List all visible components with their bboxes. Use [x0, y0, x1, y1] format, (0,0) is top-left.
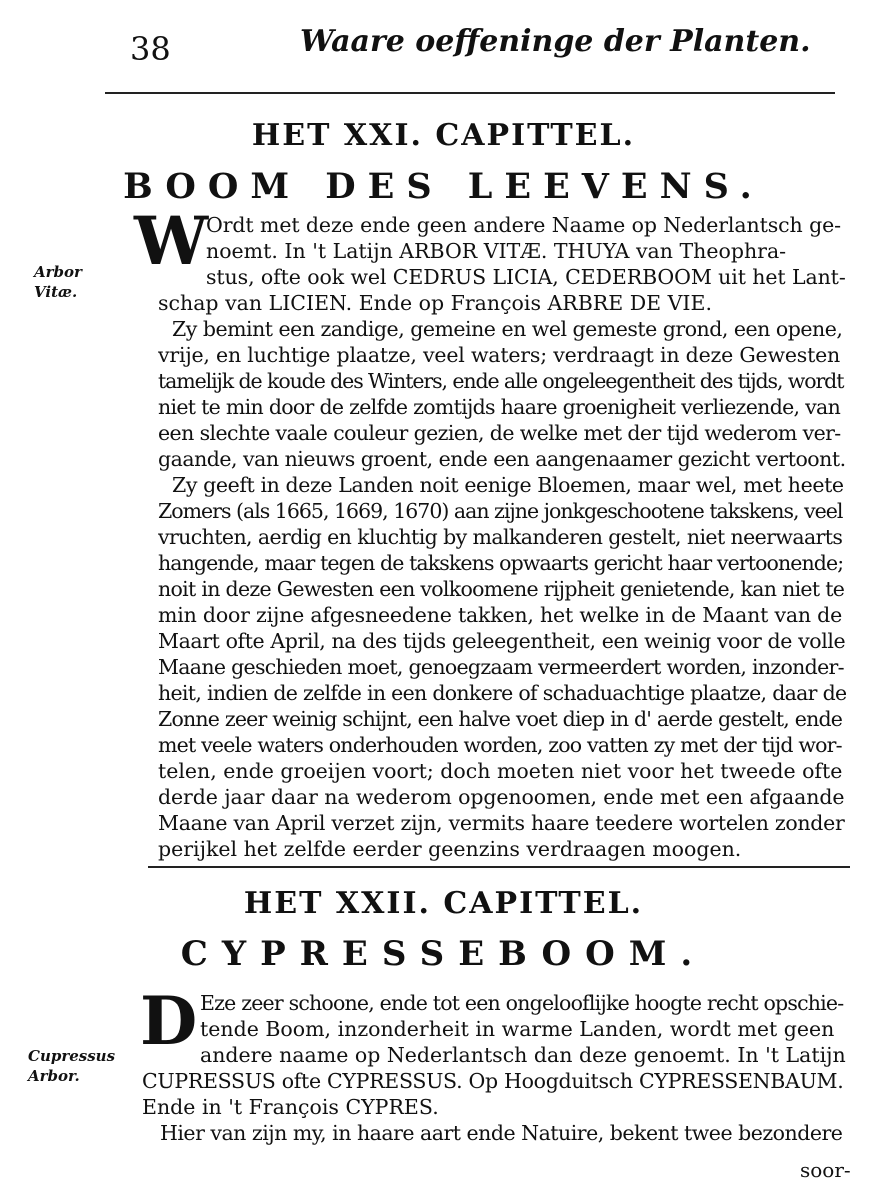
body-line: vrije, en luchtige plaatze, veel waters; verdraagt in deze Gewesten	[158, 343, 841, 367]
body-line: Maane geschieden moet, genoegzaam vermeerdert worden, inzonder-	[158, 655, 844, 679]
body-line: niet te min door de zelfde zomtijds haare groenigheit verliezende, van	[158, 395, 841, 419]
body-line: Maane van April verzet zijn, vermits haare teedere wortelen zonder	[158, 811, 845, 835]
body-line: min door zijne afgesneedene takken, het welke in de Maant van de	[158, 603, 843, 627]
page-number: 38	[130, 30, 171, 68]
chapter-21-margin-note	[34, 262, 82, 302]
margin-note-line: Vitæ.	[34, 283, 78, 301]
body-line: telen, ende groeijen voort; doch moeten niet voor het tweede ofte	[158, 759, 843, 783]
header-rule	[105, 92, 835, 94]
chapter-22-drop-cap: D	[140, 982, 198, 1060]
chapter-21-heading: HET XXI. CAPITTEL.	[251, 118, 636, 153]
chapter-22-heading: HET XXII. CAPITTEL.	[243, 886, 644, 921]
body-line: vruchten, aerdig en kluchtig by malkanderen gestelt, niet neerwaarts	[158, 525, 843, 549]
chapter-22-margin-note	[28, 1046, 115, 1086]
body-line: derde jaar daar na wederom opgenoomen, ende met een afgaande	[158, 785, 845, 809]
body-line: Zy geeft in deze Landen noit eenige Bloemen, maar wel, met heete	[172, 473, 844, 497]
body-line: andere naame op Nederlantsch dan deze genoemt. In 't Latijn	[200, 1043, 846, 1067]
body-line: schap van LICIEN. Ende op François ARBRE DE VIE.	[158, 291, 713, 315]
body-line: CUPRESSUS ofte CYPRESSUS. Op Hoogduitsch CYPRESSENBAUM.	[142, 1069, 844, 1093]
chapter-21-drop-cap: W	[134, 202, 209, 280]
body-line: Zonne zeer weinig schijnt, een halve voet diep in d' aerde gestelt, ende	[158, 707, 843, 731]
chapter-21-title: BOOM DES LEEVENS.	[123, 166, 764, 207]
body-line: Eze zeer schoone, ende tot een ongelooflijke hoogte recht opschie-	[200, 991, 844, 1015]
body-line: Ende in 't François CYPRES.	[142, 1095, 439, 1119]
body-line: heit, indien de zelfde in een donkere of schaduachtige plaatze, daar de	[158, 681, 846, 705]
margin-note-line: Cupressus	[28, 1047, 116, 1065]
body-line: tamelijk de koude des Winters, ende alle ongeleegentheit des tijds, wordt	[158, 369, 844, 393]
chapter-22-title: CYPRESSEBOOM.	[180, 934, 707, 974]
body-line: Zomers (als 1665, 1669, 1670) aan zijne jonkgeschootene takskens, veel	[158, 499, 843, 523]
body-line: tende Boom, inzonderheit in warme Landen, wordt met geen	[200, 1017, 835, 1041]
body-line: stus, ofte ook wel CEDRUS LICIA, CEDERBOOM uit het Lant-	[206, 265, 846, 289]
body-line: Maart ofte April, na des tijds geleegentheit, een weinig voor de volle	[158, 629, 846, 653]
section-rule	[148, 866, 850, 868]
margin-note-line: Arbor	[34, 263, 82, 281]
body-line: noemt. In 't Latijn ARBOR VITÆ. THUYA van Theophra-	[206, 239, 787, 263]
body-line: perijkel het zelfde eerder geenzins verdraagen moogen.	[158, 837, 742, 861]
margin-note-line: Arbor.	[28, 1067, 80, 1085]
catchword: soor-	[800, 1158, 851, 1182]
running-title: Waare oeffeninge der Planten.	[300, 24, 811, 59]
body-line: Zy bemint een zandige, gemeine en wel gemeste grond, een opene,	[172, 317, 843, 341]
body-line: hangende, maar tegen de takskens opwaarts gericht haar vertoonende;	[158, 551, 844, 575]
body-line: met veele waters onderhouden worden, zoo vatten zy met der tijd wor-	[158, 733, 842, 757]
body-line: een slechte vaale couleur gezien, de welke met der tijd wederom ver-	[158, 421, 841, 445]
body-line: Hier van zijn my, in haare aart ende Natuire, bekent twee bezondere	[160, 1121, 843, 1145]
body-line: Ordt met deze ende geen andere Naame op Nederlantsch ge-	[206, 213, 841, 237]
body-line: noit in deze Gewesten een volkoomene rijpheit genietende, kan niet te	[158, 577, 845, 601]
body-line: gaande, van nieuws groent, ende een aangenaamer gezicht vertoont.	[158, 447, 846, 471]
